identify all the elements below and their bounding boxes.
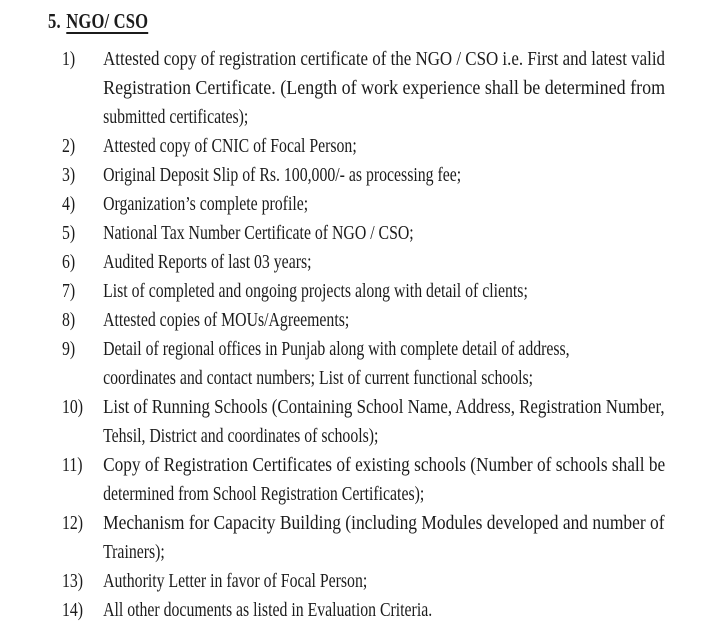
list-item-number: 11) — [62, 454, 83, 476]
list-item — [62, 161, 665, 190]
list-item-line — [103, 451, 665, 480]
list-item-text — [103, 567, 665, 596]
list-item-line — [103, 277, 665, 306]
list-item-number: 13) — [62, 570, 84, 592]
list-item — [62, 451, 665, 509]
list-item — [62, 306, 665, 335]
section-heading-number: 5. — [48, 9, 61, 33]
list-item-line-text: Organization’s complete profile; — [103, 193, 309, 215]
list-item-line — [103, 538, 665, 567]
list-item-line-text: Authority Letter in favor of Focal Person; — [103, 570, 368, 592]
list-item-line-text: Trainers); — [103, 541, 165, 563]
list-item-line — [103, 103, 665, 132]
list-item-text — [103, 393, 665, 451]
list-item-line — [103, 509, 665, 538]
list-item-number: 2) — [62, 135, 76, 157]
list-item-text — [103, 219, 665, 248]
list-item — [62, 248, 665, 277]
list-item-number: 6) — [62, 251, 76, 273]
list-item-number: 9) — [62, 338, 76, 360]
list-item-line-text: Attested copy of registration certificate of the NGO / CSO i.e. First and latest valid — [103, 48, 666, 70]
list-item-text — [103, 451, 665, 509]
list-item-line — [103, 45, 665, 74]
ngo-cso-requirements-list — [62, 45, 703, 625]
list-item-number: 8) — [62, 309, 76, 331]
list-item-line-text: Original Deposit Slip of Rs. 100,000/- as processing fee; — [103, 164, 462, 186]
list-item-line — [103, 161, 665, 190]
list-item-line-text: Detail of regional offices in Punjab along with complete detail of address, — [103, 338, 570, 360]
list-item — [62, 509, 665, 567]
list-item-line — [103, 219, 665, 248]
list-item-line — [103, 567, 665, 596]
list-item-line — [103, 364, 665, 393]
list-item-line-text: Mechanism for Capacity Building (including Modules developed and number of — [103, 512, 665, 534]
list-item-number: 4) — [62, 193, 76, 215]
list-item-number: 5) — [62, 222, 76, 244]
list-item-line-text: submitted certificates); — [103, 106, 249, 128]
list-item-line — [103, 190, 665, 219]
list-item-text — [103, 596, 665, 625]
list-item-number: 12) — [62, 512, 84, 534]
list-item-text — [103, 132, 665, 161]
list-item-line — [103, 335, 665, 364]
list-item — [62, 277, 665, 306]
list-item-line-text: Tehsil, District and coordinates of schools); — [103, 425, 379, 447]
list-item-line-text: Attested copies of MOUs/Agreements; — [103, 309, 350, 331]
list-item-line-text: Copy of Registration Certificates of existing schools (Number of schools shall be — [103, 454, 666, 476]
list-item — [62, 567, 665, 596]
list-item — [62, 190, 665, 219]
list-item-line-text: National Tax Number Certificate of NGO / CSO; — [103, 222, 414, 244]
list-item-line-text: Audited Reports of last 03 years; — [103, 251, 312, 273]
list-item-text — [103, 161, 665, 190]
list-item-line — [103, 393, 665, 422]
list-item-text — [103, 248, 665, 277]
list-item — [62, 45, 665, 132]
list-item-number: 7) — [62, 280, 76, 302]
list-item — [62, 132, 665, 161]
list-item-text — [103, 277, 665, 306]
list-item-text — [103, 190, 665, 219]
list-item-line-text: List of Running Schools (Containing School Name, Address, Registration Number, — [103, 396, 665, 418]
list-item — [62, 219, 665, 248]
list-item-line — [103, 422, 665, 451]
list-item-line — [103, 596, 665, 625]
list-item-number: 1) — [62, 48, 76, 70]
list-item-line-text: List of completed and ongoing projects along with detail of clients; — [103, 280, 528, 302]
list-item — [62, 335, 665, 393]
list-item — [62, 393, 665, 451]
list-item-text — [103, 45, 665, 132]
section-heading-title: NGO/ CSO — [66, 9, 149, 33]
list-item-line — [103, 248, 665, 277]
list-item — [62, 596, 665, 625]
list-item-number: 14) — [62, 599, 84, 621]
list-item-line — [103, 480, 665, 509]
list-item-number: 10) — [62, 396, 84, 418]
list-item-line-text: coordinates and contact numbers; List of current functional schools; — [103, 367, 534, 389]
list-item-number: 3) — [62, 164, 76, 186]
list-item-line-text: All other documents as listed in Evaluation Criteria. — [103, 599, 433, 621]
list-item-text — [103, 335, 665, 393]
list-item-text — [103, 306, 665, 335]
section-heading — [48, 9, 148, 34]
list-item-line — [103, 306, 665, 335]
list-item-line — [103, 132, 665, 161]
list-item-text — [103, 509, 665, 567]
list-item-line-text: Attested copy of CNIC of Focal Person; — [103, 135, 357, 157]
list-item-line-text: determined from School Registration Certificates); — [103, 483, 425, 505]
list-item-line — [103, 74, 665, 103]
list-item-line-text: Registration Certificate. (Length of work experience shall be determined from — [103, 77, 666, 99]
